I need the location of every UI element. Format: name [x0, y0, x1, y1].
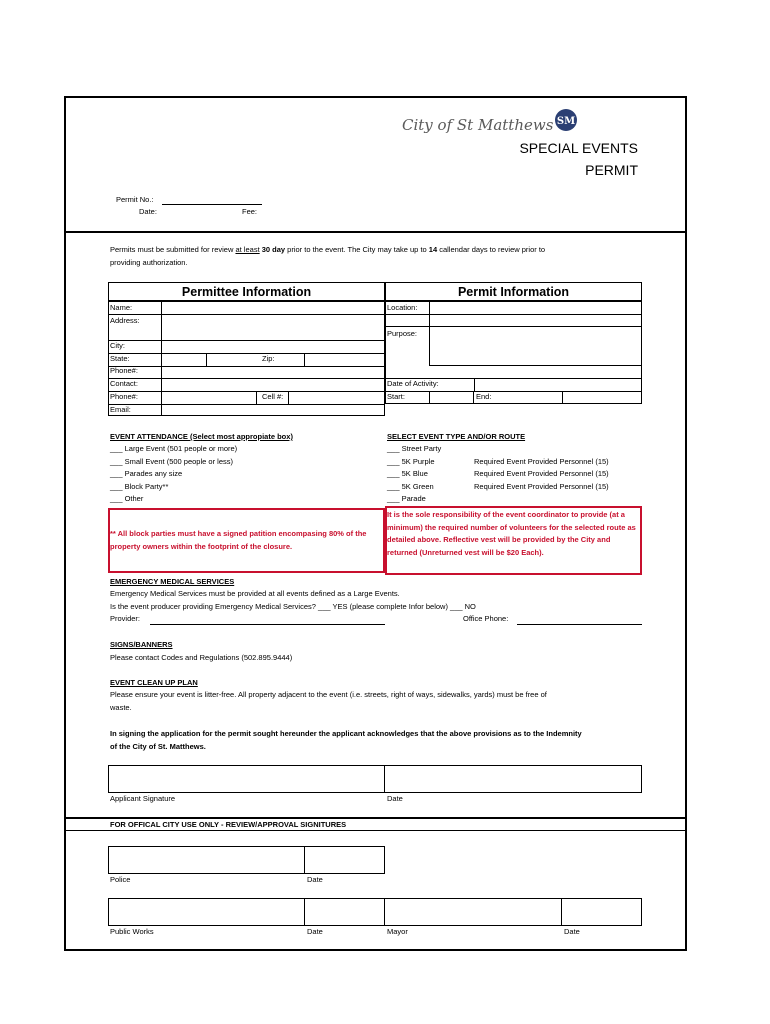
date-of-activity-field[interactable]	[474, 378, 642, 392]
public-works-label: Public Works	[110, 927, 154, 936]
location-field[interactable]	[429, 301, 642, 315]
permittee-row-rule	[108, 366, 161, 367]
permit-row-rule	[385, 314, 429, 315]
city-logo	[402, 104, 592, 138]
official-heading: FOR OFFICAL CITY USE ONLY - REVIEW/APPROVAL SIGNITURES	[110, 820, 347, 829]
applicant-date-label: Date	[387, 794, 403, 803]
form-title-line2: PERMIT	[585, 162, 638, 178]
logo-script-text: City of St Matthews	[402, 116, 554, 134]
name-field[interactable]	[161, 301, 385, 315]
permittee-row-rule	[108, 404, 161, 405]
official-divider-bottom	[64, 830, 687, 831]
zip-label: Zip:	[262, 354, 275, 363]
email-label: Email:	[110, 405, 131, 414]
attendance-option-parades[interactable]: ___ Parades any size	[110, 469, 183, 478]
purpose-label: Purpose:	[387, 329, 418, 338]
permittee-info-title: Permittee Information	[181, 285, 312, 299]
official-divider-top	[64, 817, 687, 819]
applicant-date-field[interactable]	[384, 765, 642, 793]
cell-label: Cell #:	[262, 392, 284, 401]
location-label: Location:	[387, 303, 418, 312]
city-field[interactable]	[161, 340, 385, 354]
date-of-activity-label: Date of Activity:	[387, 379, 439, 388]
event-type-parade[interactable]: ___ Parade	[387, 494, 426, 503]
city-logo-graphic	[402, 104, 592, 138]
phone1-label: Phone#:	[110, 366, 138, 375]
email-field[interactable]	[161, 404, 385, 416]
requirement-5k-blue: Required Event Provided Personnel (15)	[474, 469, 609, 478]
ems-line1: Emergency Medical Services must be provided at all events defined as a Large Events.	[110, 589, 400, 598]
event-type-5k-purple[interactable]: ___ 5K Purple	[387, 457, 435, 466]
indemnity-line1: In signing the application for the permit sought hereunder the applicant acknowledges that the above provisions as to the Indemnity	[110, 729, 582, 738]
notice-text-b: at least	[235, 245, 260, 254]
police-date-field[interactable]	[304, 846, 385, 874]
police-signature-field[interactable]	[108, 846, 305, 874]
ems-line2: Is the event producer providing Emergency Medical Services? ___ YES (please complete Infor below) ___ NO	[110, 602, 476, 611]
phone2-field[interactable]	[161, 391, 257, 405]
office-phone-label: Office Phone:	[463, 614, 509, 623]
notice-text-d: prior to the event. The City may take up to	[285, 245, 429, 254]
address-label: Address:	[110, 316, 140, 325]
mayor-label: Mayor	[387, 927, 408, 936]
cell-field[interactable]	[288, 391, 385, 405]
police-date-label: Date	[307, 875, 323, 884]
block-party-note: ** All block parties must have a signed patition encompasing 80% of the property owners within the footprint of the closure.	[110, 529, 367, 551]
ems-heading: EMERGENCY MEDICAL SERVICES	[110, 577, 235, 586]
permittee-row-rule	[108, 378, 161, 379]
provider-label: Provider:	[110, 614, 141, 623]
attendance-option-block-party[interactable]: ___ Block Party**	[110, 482, 169, 491]
requirement-5k-green: Required Event Provided Personnel (15)	[474, 482, 609, 491]
permittee-row-rule	[108, 353, 161, 354]
logo-badge-text: SM	[556, 116, 576, 127]
mayor-signature-field[interactable]	[384, 898, 562, 926]
contact-field[interactable]	[161, 378, 385, 392]
applicant-signature-field[interactable]	[108, 765, 385, 793]
end-label: End:	[476, 392, 492, 401]
submission-notice-line2: providing authorization.	[110, 258, 188, 267]
permit-row-rule	[385, 391, 429, 392]
date-label: Date:	[139, 207, 157, 216]
applicant-signature-label: Applicant Signature	[110, 794, 176, 803]
attendance-option-large[interactable]: ___ Large Event (501 people or more)	[110, 444, 238, 453]
cleanup-line2: waste.	[110, 703, 132, 712]
attendance-option-small[interactable]: ___ Small Event (500 people or less)	[110, 457, 233, 466]
fee-label: Fee:	[242, 207, 258, 216]
phone2-label: Phone#:	[110, 392, 138, 401]
form-title-line1: SPECIAL EVENTS	[519, 140, 638, 156]
permit-row-rule	[385, 326, 429, 327]
address-field[interactable]	[161, 314, 385, 341]
permit-info-title: Permit Information	[457, 285, 570, 299]
permittee-row-rule	[108, 340, 161, 341]
event-type-street-party[interactable]: ___ Street Party	[387, 444, 442, 453]
start-field[interactable]	[429, 391, 474, 404]
city-label: City:	[110, 341, 125, 350]
state-field[interactable]	[161, 353, 207, 367]
contact-label: Contact:	[110, 379, 138, 388]
signs-heading: SIGNS/BANNERS	[110, 640, 173, 649]
police-label: Police	[110, 875, 131, 884]
mayor-date-label: Date	[564, 927, 580, 936]
provider-field[interactable]	[150, 624, 385, 625]
purpose-field[interactable]	[429, 326, 642, 366]
zip-field[interactable]	[304, 353, 385, 367]
attendance-option-other[interactable]: ___ Other	[110, 494, 144, 503]
event-type-5k-blue[interactable]: ___ 5K Blue	[387, 469, 428, 478]
end-field[interactable]	[562, 391, 642, 404]
office-phone-field[interactable]	[517, 624, 642, 625]
notice-text-f: callendar days to review prior to	[437, 245, 546, 254]
notice-text-e: 14	[428, 245, 438, 254]
public-works-date-label: Date	[307, 927, 323, 936]
mayor-date-field[interactable]	[561, 898, 642, 926]
state-label: State:	[110, 354, 130, 363]
permit-row-rule	[385, 378, 474, 379]
route-note: It is the sole responsibility of the event coordinator to provide (at a minimum) the required number of volunteers for the selected route as detailed above. Reflective vest will be provided by the City and returned (Unreturned vest will be $20 Each).	[387, 510, 636, 557]
header-divider	[64, 231, 687, 233]
permit-no-field[interactable]	[162, 204, 262, 205]
name-label: Name:	[110, 303, 133, 312]
indemnity-line2: of the City of St. Matthews.	[110, 742, 206, 751]
notice-text-c: 30 day	[259, 245, 286, 254]
signs-line: Please contact Codes and Regulations (502.895.9444)	[110, 653, 293, 662]
permittee-row-rule	[108, 314, 161, 315]
notice-text-a: Permits must be submitted for review	[110, 245, 236, 254]
cleanup-heading: EVENT CLEAN UP PLAN	[110, 678, 198, 687]
submission-notice-line1	[110, 245, 545, 255]
public-works-date-field[interactable]	[304, 898, 385, 926]
start-label: Start:	[387, 392, 405, 401]
permittee-row-rule	[108, 391, 161, 392]
cleanup-line1: Please ensure your event is litter-free. All property adjacent to the event (i.e. streets, right of ways, sidewalks, yards) must be free of	[110, 690, 547, 699]
permit-no-label: Permit No.:	[116, 195, 154, 204]
attendance-heading: EVENT ATTENDANCE (Select most appropiate box)	[110, 432, 293, 441]
event-type-5k-green[interactable]: ___ 5K Green	[387, 482, 434, 491]
requirement-5k-purple: Required Event Provided Personnel (15)	[474, 457, 609, 466]
public-works-signature-field[interactable]	[108, 898, 305, 926]
event-type-heading: SELECT EVENT TYPE AND/OR ROUTE	[387, 432, 526, 441]
